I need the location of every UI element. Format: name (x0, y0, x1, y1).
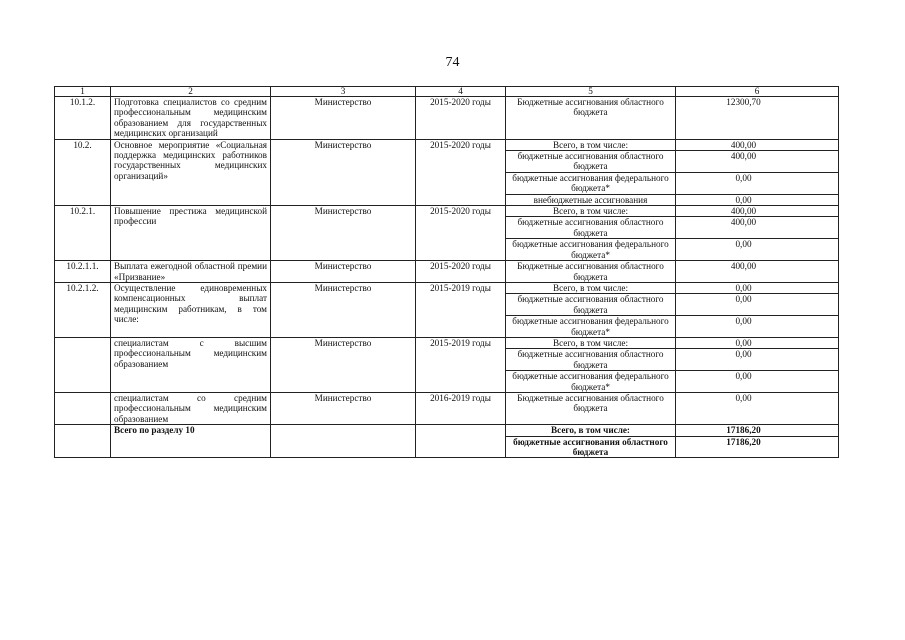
total-number (55, 425, 111, 458)
item-executor: Министерство (271, 206, 416, 261)
funding-source: внебюджетные ассигнования (506, 194, 676, 205)
table-row (55, 261, 839, 283)
table-row (55, 392, 839, 424)
total-label: Всего по разделу 10 (111, 425, 271, 458)
funding-value: 0,00 (676, 337, 839, 348)
item-executor: Министерство (271, 97, 416, 140)
column-number-5: 5 (506, 87, 676, 97)
item-number (55, 337, 111, 392)
budget-table (54, 86, 839, 458)
item-executor: Министерство (271, 139, 416, 205)
funding-source: бюджетные ассигнования областного бюджета (506, 349, 676, 371)
funding-source: Бюджетные ассигнования областного бюджета (506, 392, 676, 424)
table-row (55, 337, 839, 348)
item-number: 10.2.1.1. (55, 261, 111, 283)
funding-source: бюджетные ассигнования федерального бюджета* (506, 371, 676, 393)
column-number-2: 2 (111, 87, 271, 97)
item-term: 2015-2020 годы (416, 261, 506, 283)
table-row (55, 139, 839, 150)
item-term: 2015-2020 годы (416, 97, 506, 140)
total-funding-source: Всего, в том числе: (506, 425, 676, 436)
item-name: специалистам со средним профессиональным медицинским образованием (111, 392, 271, 424)
table-row (55, 97, 839, 140)
column-number-3: 3 (271, 87, 416, 97)
item-number: 10.2.1.2. (55, 282, 111, 337)
column-number-6: 6 (676, 87, 839, 97)
item-name: Основное мероприятие «Социальная поддержка медицинских работников государственных медицинских организаций» (111, 139, 271, 205)
item-term: 2016-2019 годы (416, 392, 506, 424)
column-number-4: 4 (416, 87, 506, 97)
funding-source: Всего, в том числе: (506, 139, 676, 150)
item-name: Повышение престижа медицинской профессии (111, 206, 271, 261)
item-executor: Министерство (271, 337, 416, 392)
item-name: Выплата ежегодной областной премии «Призвание» (111, 261, 271, 283)
item-term: 2015-2020 годы (416, 139, 506, 205)
funding-value: 12300,70 (676, 97, 839, 140)
funding-value: 0,00 (676, 194, 839, 205)
funding-source: бюджетные ассигнования федерального бюджета* (506, 172, 676, 194)
item-number (55, 392, 111, 424)
funding-source: бюджетные ассигнования областного бюджета (506, 294, 676, 316)
item-term: 2015-2020 годы (416, 206, 506, 261)
item-name: Осуществление единовременных компенсационных выплат медицинским работникам, в том числе: (111, 282, 271, 337)
funding-value: 400,00 (676, 139, 839, 150)
total-funding-value: 17186,20 (676, 436, 839, 458)
funding-value: 0,00 (676, 239, 839, 261)
funding-value: 0,00 (676, 349, 839, 371)
item-name: Подготовка специалистов со средним профессиональным медицинским образованием для государственных медицинских организаций (111, 97, 271, 140)
funding-source: бюджетные ассигнования федерального бюджета* (506, 316, 676, 338)
funding-source: бюджетные ассигнования областного бюджета (506, 217, 676, 239)
item-term: 2015-2019 годы (416, 337, 506, 392)
funding-value: 0,00 (676, 316, 839, 338)
funding-value: 0,00 (676, 371, 839, 393)
table-row (55, 206, 839, 217)
total-executor (271, 425, 416, 458)
total-funding-value: 17186,20 (676, 425, 839, 436)
table-row (55, 282, 839, 293)
column-number-row (55, 87, 839, 97)
item-term: 2015-2019 годы (416, 282, 506, 337)
funding-value: 400,00 (676, 217, 839, 239)
funding-value: 0,00 (676, 172, 839, 194)
total-term (416, 425, 506, 458)
total-funding-source: бюджетные ассигнования областного бюджета (506, 436, 676, 458)
funding-value: 0,00 (676, 282, 839, 293)
funding-source: Всего, в том числе: (506, 282, 676, 293)
funding-source: Всего, в том числе: (506, 337, 676, 348)
funding-source: Бюджетные ассигнования областного бюджета (506, 97, 676, 140)
funding-source: бюджетные ассигнования областного бюджета (506, 151, 676, 173)
funding-value: 400,00 (676, 261, 839, 283)
item-executor: Министерство (271, 282, 416, 337)
item-number: 10.2.1. (55, 206, 111, 261)
item-number: 10.1.2. (55, 97, 111, 140)
item-executor: Министерство (271, 392, 416, 424)
item-name: специалистам с высшим профессиональным медицинским образованием (111, 337, 271, 392)
column-number-1: 1 (55, 87, 111, 97)
funding-source: бюджетные ассигнования федерального бюджета* (506, 239, 676, 261)
total-row (55, 425, 839, 436)
funding-source: Бюджетные ассигнования областного бюджета (506, 261, 676, 283)
funding-source: Всего, в том числе: (506, 206, 676, 217)
funding-value: 400,00 (676, 206, 839, 217)
item-number: 10.2. (55, 139, 111, 205)
funding-value: 400,00 (676, 151, 839, 173)
page-number: 74 (445, 55, 460, 70)
funding-value: 0,00 (676, 294, 839, 316)
funding-value: 0,00 (676, 392, 839, 424)
item-executor: Министерство (271, 261, 416, 283)
